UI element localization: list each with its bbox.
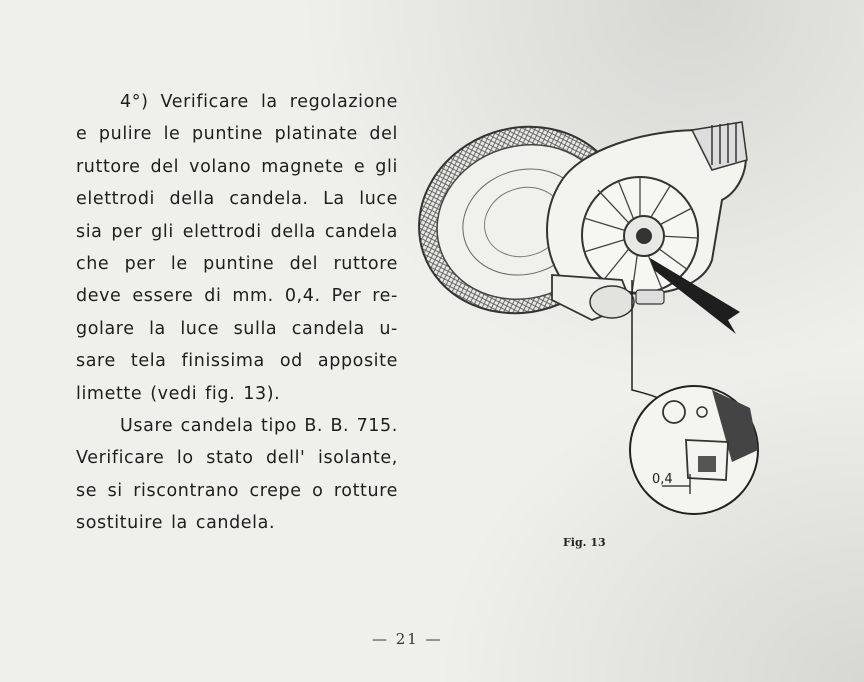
text-line: se si riscontrano crepe o rotture	[76, 480, 398, 501]
text-line: sia per gli elettrodi della candela	[76, 221, 398, 242]
text-line: limette (vedi fig. 13).	[76, 383, 281, 404]
page-number: — 21 —	[372, 630, 443, 648]
text-line: elettrodi della candela. La luce	[76, 189, 398, 210]
text-line: e pulire le puntine platinate del	[76, 124, 398, 145]
text-line: sare tela finissima od apposite	[76, 351, 398, 372]
text-line: che per le puntine del ruttore	[76, 254, 398, 275]
text-line: Verificare lo stato dell' isolante,	[76, 448, 398, 469]
detail-inset	[630, 386, 758, 514]
fan-rotor	[582, 177, 698, 293]
text-line: ruttore del volano magnete e gli	[76, 156, 398, 177]
text-line: deve essere di mm. 0,4. Per re-	[76, 286, 398, 307]
figure-caption: Fig. 13	[563, 536, 606, 549]
instructions-text	[76, 86, 398, 540]
text-line: golare la luce sulla candela u-	[76, 318, 398, 339]
text-line: 4°) Verificare la regolazione	[120, 92, 398, 112]
text-line: sostituire la candela.	[76, 513, 276, 534]
gap-label: 0,4	[652, 472, 673, 487]
text-line: Usare candela tipo B. B. 715.	[120, 416, 398, 437]
ignition-diagram	[412, 90, 772, 530]
